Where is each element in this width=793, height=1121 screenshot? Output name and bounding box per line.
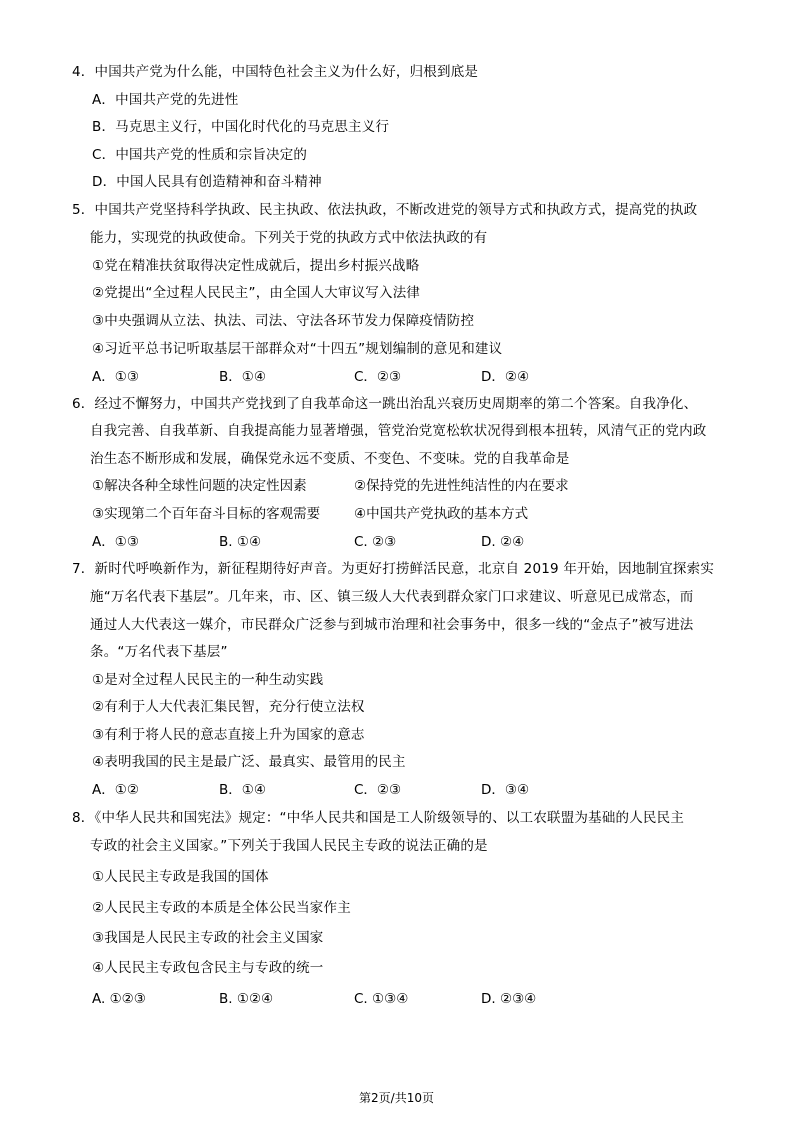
question-7-stem-line-4: 条。“万名代表下基层”	[90, 644, 228, 660]
question-5-choice-d: D．②④	[481, 369, 530, 385]
question-7-statement-3: ③有利于将人民的意志直接上升为国家的意志	[92, 727, 365, 743]
question-7-stem-line-2: 施“万名代表下基层”。几年来，市、区、镇三级人大代表到群众家门口求建议、听意见已成常态，而	[90, 589, 694, 605]
question-6-statement-1: ①解决各种全球性问题的决定性因素	[92, 478, 307, 494]
question-5-choice-a: A．①③	[92, 369, 139, 385]
question-5-choice-c: C．②③	[354, 369, 402, 385]
question-4-stem: 4．中国共产党为什么能，中国特色社会主义为什么好，归根到底是	[72, 64, 479, 80]
question-7-stem-line-1: 7．新时代呼唤新作为，新征程期待好声音。为更好打捞鲜活民意，北京自 2019 年开始，因地制宜探索实	[72, 561, 715, 577]
question-6-choice-c: C. ②③	[354, 534, 397, 550]
question-8-statement-3: ③我国是人民民主专政的社会主义国家	[92, 930, 324, 946]
question-6-statement-3: ③实现第二个百年奋斗目标的客观需要	[92, 506, 321, 522]
question-6-statement-2: ②保持党的先进性纯洁性的内在要求	[354, 478, 569, 494]
question-7-choice-b: B．①④	[219, 782, 266, 798]
question-6-stem-line-3: 治生态不断形成和发展，确保党永远不变质、不变色、不变味。党的自我革命是	[90, 451, 570, 467]
question-5-stem-line-2: 能力，实现党的执政使命。下列关于党的执政方式中依法执政的有	[90, 230, 488, 246]
question-4-option-a: A．中国共产党的先进性	[92, 92, 239, 108]
question-5-stem-line-1: 5．中国共产党坚持科学执政、民主执政、依法执政，不断改进党的领导方式和执政方式，提高党的执政	[72, 202, 698, 218]
question-6-choice-a: A．①③	[92, 534, 139, 550]
question-5-statement-4: ④习近平总书记听取基层干部群众对“十四五”规划编制的意见和建议	[92, 341, 503, 357]
page-number-footer: 第2页/共10页	[359, 1091, 434, 1105]
question-8-statement-2: ②人民民主专政的本质是全体公民当家作主	[92, 900, 351, 916]
question-6-choice-d: D. ②④	[481, 534, 525, 550]
question-6-choice-b: B. ①④	[219, 534, 262, 550]
question-7-stem-line-3: 通过人大代表这一媒介，市民群众广泛参与到城市治理和社会事务中，很多一线的“金点子”被写进法	[90, 617, 694, 633]
question-6-stem-line-2: 自我完善、自我革新、自我提高能力显著增强，管党治党宽松软状况得到根本扭转，风清气正的党内政	[90, 423, 707, 439]
question-5-statement-1: ①党在精准扶贫取得决定性成就后，提出乡村振兴战略	[92, 258, 420, 274]
question-6-stem-line-1: 6．经过不懈努力，中国共产党找到了自我革命这一跳出治乱兴衰历史周期率的第二个答案。自我净化、	[72, 396, 698, 412]
question-4-option-b: B．马克思主义行，中国化时代化的马克思主义行	[92, 119, 390, 135]
question-8-choice-a: A. ①②③	[92, 991, 146, 1007]
question-4-option-c: C．中国共产党的性质和宗旨决定的	[92, 147, 308, 163]
question-8-stem-line-1: 8．《中华人民共和国宪法》规定：“中华人民共和国是工人阶级领导的、以工农联盟为基础的人民民主	[72, 810, 685, 826]
question-8-statement-1: ①人民民主专政是我国的国体	[92, 869, 269, 885]
question-5-statement-3: ③中央强调从立法、执法、司法、守法各环节发力保障疫情防控	[92, 313, 475, 329]
question-7-statement-2: ②有利于人大代表汇集民智，充分行使立法权	[92, 699, 365, 715]
question-8-choice-c: C. ①③④	[354, 991, 409, 1007]
question-7-choice-d: D．③④	[481, 782, 530, 798]
question-7-statement-4: ④表明我国的民主是最广泛、最真实、最管用的民主	[92, 754, 406, 770]
question-8-choice-d: D. ②③④	[481, 991, 537, 1007]
question-8-statement-4: ④人民民主专政包含民主与专政的统一	[92, 960, 324, 976]
question-7-statement-1: ①是对全过程人民民主的一种生动实践	[92, 672, 324, 688]
question-7-choice-c: C．②③	[354, 782, 402, 798]
question-8-stem-line-2: 专政的社会主义国家。”下列关于我国人民民主专政的说法正确的是	[90, 838, 488, 854]
question-7-choice-a: A．①②	[92, 782, 139, 798]
question-8-choice-b: B. ①②④	[219, 991, 274, 1007]
question-5-statement-2: ②党提出“全过程人民民主”，由全国人大审议写入法律	[92, 285, 421, 301]
question-5-choice-b: B．①④	[219, 369, 266, 385]
question-6-statement-4: ④中国共产党执政的基本方式	[354, 506, 529, 522]
question-4-option-d: D．中国人民具有创造精神和奋斗精神	[92, 174, 322, 190]
